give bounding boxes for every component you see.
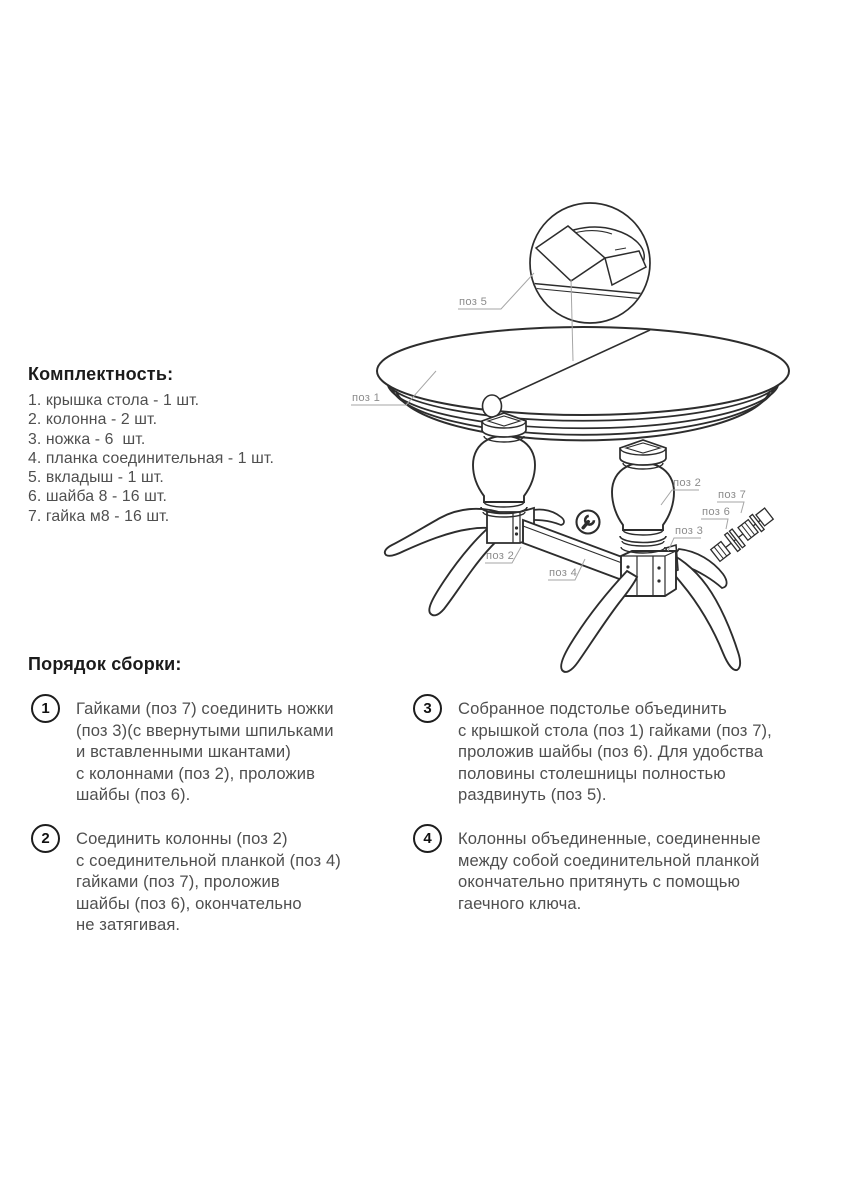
assembly-step-3 [413, 694, 813, 806]
table-latch-knob [483, 395, 502, 417]
table-top [377, 327, 789, 440]
step-text-line: Собранное подстолье объединить [458, 699, 727, 718]
parts-list-item: 7. гайка м8 - 16 шт. [28, 507, 170, 525]
step-number-badge: 4 [413, 824, 442, 853]
step-text-line: гаечного ключа. [458, 893, 582, 913]
parts-list-item: 6. шайба 8 - 16 шт. [28, 488, 167, 506]
step-number-badge: 3 [413, 694, 442, 723]
assembly-step-4 [413, 824, 813, 914]
step-number-badge: 1 [31, 694, 60, 723]
callout-pos7: поз 7 [718, 489, 747, 501]
callout-pos3: поз 3 [675, 525, 704, 537]
parts-list-item: 5. вкладыш - 1 шт. [28, 469, 164, 487]
step-text-line: Колонны объединенные, соединенные [458, 829, 761, 848]
parts-list-title: Комплектность: [28, 364, 174, 384]
step-text-line: с колоннами (поз 2), проложив [76, 763, 315, 783]
callout-pos5: поз 5 [459, 296, 488, 308]
callout-pos2-base: поз 2 [486, 550, 515, 562]
assembly-order-title: Порядок сборки: [28, 654, 182, 674]
step-text-line: шайбы (поз 6), окончательно [76, 893, 302, 913]
step-text-line: Соединить колонны (поз 2) [76, 829, 288, 848]
step-text-line: проложив шайбы (поз 6). Для удобства [458, 742, 764, 762]
step-text-line: шайбы (поз 6). [76, 785, 191, 805]
assembly-step-1 [31, 694, 376, 806]
wrench-icon [577, 511, 600, 534]
step-text-line: половины столешницы полностью [458, 763, 726, 783]
step-text-line: с соединительной планкой (поз 4) [76, 850, 341, 870]
step-number-badge: 2 [31, 824, 60, 853]
nut-icon [711, 542, 730, 562]
parts-list-item: 1. крышка стола - 1 шт. [28, 392, 200, 409]
step-text-line: гайками (поз 7), проложив [76, 872, 280, 892]
step-text-line: не затягивая. [76, 915, 181, 935]
step-text-line: и вставленными шкантами) [76, 742, 291, 762]
step-text-line: (поз 3)(с ввернутыми шпильками [76, 720, 334, 740]
callout-pos1: поз 1 [352, 392, 381, 404]
column-left-body [473, 436, 535, 502]
callout-pos2-column: поз 2 [673, 477, 702, 489]
column-right-body [612, 463, 674, 530]
callout-pos4: поз 4 [549, 567, 578, 579]
parts-list-item: 3. ножка - 6 шт. [28, 430, 146, 448]
step-text-line: окончательно притянуть с помощью [458, 872, 741, 892]
step-text-line: раздвинуть (поз 5). [458, 785, 607, 805]
parts-list-item: 2. колонна - 2 шт. [28, 411, 158, 429]
callout-pos6: поз 6 [702, 506, 731, 518]
step-text-line: Гайками (поз 7) соединить ножки [76, 699, 334, 718]
parts-list-item: 4. планка соединительная - 1 шт. [28, 449, 274, 467]
step-text-line: между собой соединительной планкой [458, 850, 760, 870]
leg-right-front [561, 571, 637, 672]
pedestal-left [385, 413, 564, 615]
assembly-step-2 [31, 824, 376, 936]
parts-list [28, 364, 328, 526]
step-text-line: с крышкой стола (поз 1) гайками (поз 7), [458, 720, 772, 740]
